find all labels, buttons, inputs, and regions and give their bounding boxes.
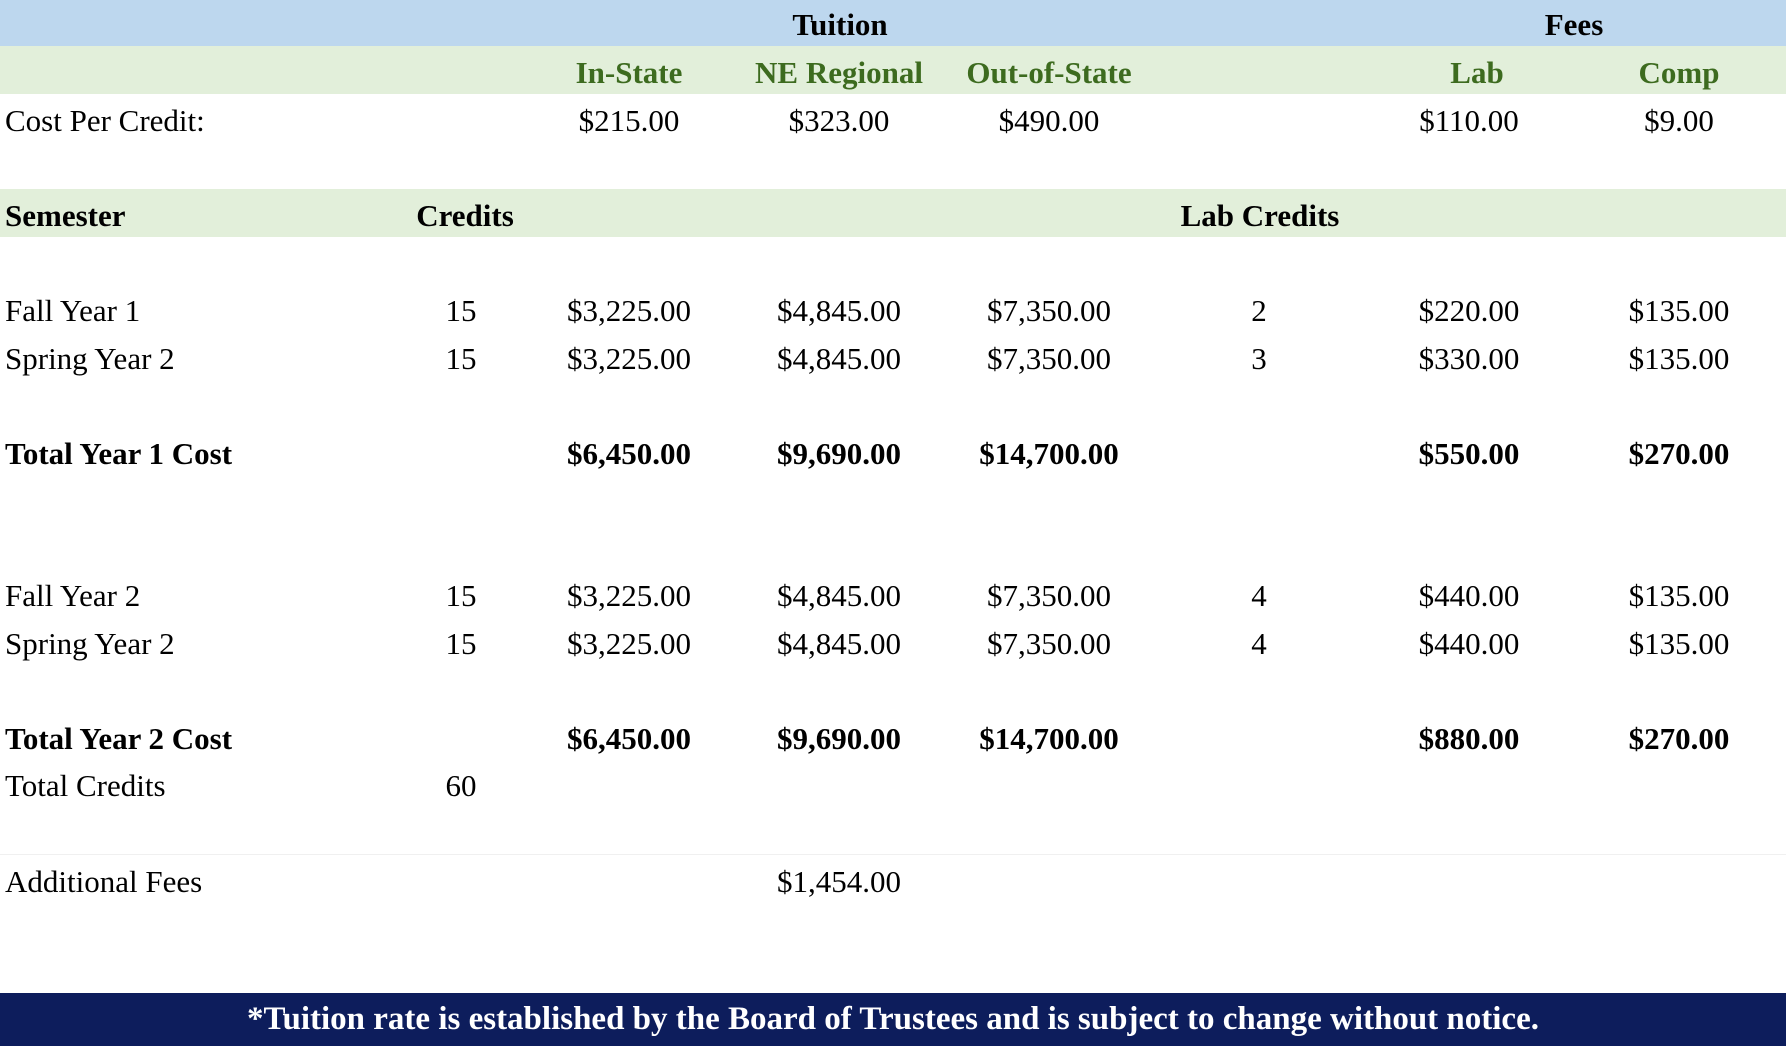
table-row-semester: Spring Year 2 (5, 626, 175, 661)
table-row-lab-credits: 2 (1251, 293, 1267, 328)
table-row-comp: $135.00 (1628, 626, 1730, 661)
total-credits-label: Total Credits (5, 768, 166, 803)
total-row-comp: $270.00 (1628, 436, 1730, 471)
total-row-label: Total Year 2 Cost (5, 721, 233, 756)
table-row-in-state: $3,225.00 (567, 341, 691, 376)
table-row-comp: $135.00 (1628, 341, 1730, 376)
total-row-comp: $270.00 (1628, 721, 1730, 756)
divider (0, 854, 1786, 855)
table-row-credits: 15 (445, 341, 477, 376)
total-row-in-state: $6,450.00 (567, 721, 691, 756)
footer-disclaimer-text: *Tuition rate is established by the Board of Trustees and is subject to change without notice. (247, 1001, 1539, 1037)
cost-per-credit-lab: $110.00 (1419, 103, 1519, 138)
in-state-header: In-State (575, 55, 683, 90)
table-row-lab-credits: 3 (1251, 341, 1267, 376)
total-row-lab: $550.00 (1418, 436, 1520, 471)
table-row-credits: 15 (445, 578, 477, 613)
table-row-in-state: $3,225.00 (567, 578, 691, 613)
total-row-out-of-state: $14,700.00 (979, 721, 1119, 756)
table-row-in-state: $3,225.00 (567, 293, 691, 328)
table-header-band (0, 189, 1786, 237)
total-credits-value: 60 (445, 768, 477, 803)
tuition-group-header: Tuition (792, 7, 888, 42)
total-row-ne-regional: $9,690.00 (777, 721, 901, 756)
table-row-ne-regional: $4,845.00 (777, 578, 901, 613)
cost-per-credit-comp: $9.00 (1644, 103, 1714, 138)
table-row-lab: $220.00 (1418, 293, 1520, 328)
total-row-out-of-state: $14,700.00 (979, 436, 1119, 471)
cost-per-credit-label: Cost Per Credit: (5, 103, 205, 138)
footer-disclaimer (0, 993, 1786, 1046)
table-row-out-of-state: $7,350.00 (987, 293, 1111, 328)
additional-fees-label: Additional Fees (5, 864, 203, 899)
ne-regional-header: NE Regional (755, 55, 923, 90)
table-row-comp: $135.00 (1628, 578, 1730, 613)
additional-fees-value: $1,454.00 (777, 864, 901, 899)
table-row-out-of-state: $7,350.00 (987, 341, 1111, 376)
total-row-label: Total Year 1 Cost (5, 436, 233, 471)
table-row-credits: 15 (445, 293, 477, 328)
table-row-semester: Fall Year 2 (5, 578, 141, 613)
table-row-semester: Spring Year 2 (5, 341, 175, 376)
table-row-credits: 15 (445, 626, 477, 661)
total-row-in-state: $6,450.00 (567, 436, 691, 471)
table-row-comp: $135.00 (1628, 293, 1730, 328)
lab-header: Lab (1450, 55, 1504, 90)
table-row-out-of-state: $7,350.00 (987, 626, 1111, 661)
group-header-band (0, 0, 1786, 46)
table-row-out-of-state: $7,350.00 (987, 578, 1111, 613)
table-row-lab-credits: 4 (1251, 578, 1267, 613)
semester-header: Semester (5, 198, 126, 233)
total-row-lab: $880.00 (1418, 721, 1520, 756)
lab-credits-header: Lab Credits (1180, 198, 1340, 233)
table-row-semester: Fall Year 1 (5, 293, 141, 328)
table-row-ne-regional: $4,845.00 (777, 293, 901, 328)
table-row-in-state: $3,225.00 (567, 626, 691, 661)
table-row-ne-regional: $4,845.00 (777, 626, 901, 661)
comp-header: Comp (1638, 55, 1720, 90)
table-row-lab-credits: 4 (1251, 626, 1267, 661)
cost-per-credit-in-state: $215.00 (578, 103, 680, 138)
fees-group-header: Fees (1544, 7, 1604, 42)
table-row-lab: $440.00 (1418, 626, 1520, 661)
credits-header: Credits (416, 198, 514, 233)
table-row-lab: $330.00 (1418, 341, 1520, 376)
table-row-lab: $440.00 (1418, 578, 1520, 613)
table-row-ne-regional: $4,845.00 (777, 341, 901, 376)
total-row-ne-regional: $9,690.00 (777, 436, 901, 471)
out-of-state-header: Out-of-State (966, 55, 1132, 90)
cost-per-credit-out-of-state: $490.00 (998, 103, 1100, 138)
cost-per-credit-ne-regional: $323.00 (788, 103, 890, 138)
